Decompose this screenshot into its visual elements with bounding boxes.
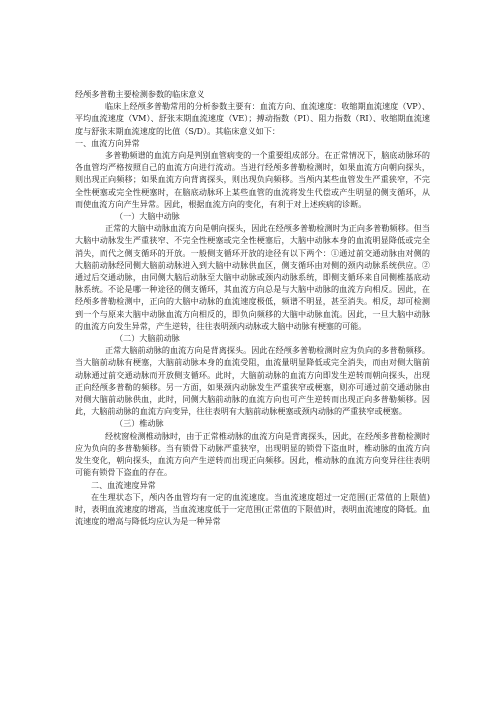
subsection-aca-paragraph: 正常大脑前动脉的血流方向是背离探头。因此在经颅多普勒检测时应为负向的多普勒频移。当大脑前动脉有梗塞，大脑前动脉本身的血流受阻，血流量明显降低或完全消失，而由对侧大脑前动脉通过前交通动脉而开放侧支循环。此时，大脑前动脉的血流方向即发生逆转而朝向探头，出现正向经颅多普勒的频移。另一方面，如果颈内动脉发生严重狭窄或梗塞，则亦可通过前交通动脉由对侧大脑前动脉供血，此时，同侧大脑前动脉的血流方向也可产生逆转而出现正向多普勒频移。因此，大脑前动脉的血流方向变异，往往表明有大脑前动脉梗塞或颈内动脉的严重狭窄或梗塞。 [75, 345, 430, 417]
subsection-heading-mca: （一）大脑中动脉 [115, 211, 180, 222]
document-title: 经颅多普勒主要检测参数的临床意义 [75, 89, 205, 99]
subsection-heading-aca: （二）大脑前动脉 [115, 333, 180, 344]
section-heading-flow-velocity: 二、血流速度异常 [91, 479, 156, 490]
section2-paragraph: 在生理状态下，颅内各血管均有一定的血流速度。当血流速度超过一定范围(正常值的上限值)时，表明血流速度的增高，当血流速度低于一定范围(正常值的下限值)时，表明血流速度的降低。血流速度的增高与降低均应认为是一种异常 [75, 491, 430, 527]
section-heading-flow-direction: 一、血流方向异常 [75, 137, 140, 148]
intro-paragraph: 临床上经颅多普勒常用的分析参数主要有：血流方向、血流速度：收缩期血流速度（VP）、平均血流速度（VM）、舒张末期血流速度（VE）；搏动指数（PI）、阻力指数（RI）、收缩期血流速度与舒张末期血流速度的比值（S/D）。其临床意义如下： [75, 101, 430, 136]
subsection-vertebral-paragraph: 经枕窗检测椎动脉时，由于正常椎动脉的血流方向是背离探头，因此，在经颅多普勒检测时应为负向的多普勒频移。当有锁骨下动脉严重狭窄，出现明显的锁骨下盗血时，椎动脉的血流方向发生变化，朝向探头，血流方向产生逆转而出现正向频移。因此，椎动脉的血流方向变异往往表明可能有锁骨下盗血的存在。 [75, 430, 430, 478]
document-body [75, 88, 430, 527]
subsection-heading-vertebral: （三）椎动脉 [115, 418, 164, 429]
section1-paragraph: 多普勒频谱的血流方向是判别血管病变的一个重要组成部分。在正常情况下，脑底动脉环的各血管均严格按照自己的血流方向进行流动。当进行经颅多普勒检测时，如果血流方向朝向探头，则出现正向频移；如果血流方向背离探头，则出现负向频移。当颅内某些血管发生严重狭窄，不完全性梗塞或完全性梗塞时，在脑底动脉环上某些血管的血流将发生代偿或产生明显的侧支循环，从而使血流方向产生异常。因此，根据血流方向的变化，有利于对上述疾病的诊断。 [75, 150, 430, 209]
subsection-mca-paragraph: 正常的大脑中动脉血流方向是朝向探头，因此在经颅多普勒检测时为正向多普勒频移。但当大脑中动脉发生严重狭窄、不完全性梗塞或完全性梗塞后，大脑中动脉本身的血流明显降低或完全消失，而代之侧支循环的开放。一般侧支循环开放的途径有以下两个：①通过前交通动脉由对侧的大脑前动脉经同侧大脑前动脉进入到大脑中动脉供血区，侧支循环由对侧的颈内动脉系统供应。②通过后交通动脉，由同侧大脑后动脉至大脑中动脉或颈内动脉系统，即侧支循环来自同侧椎基底动脉系统。不论是哪一种途径的侧支循环，其血流方向总是与大脑中动脉的血流方向相反。因此，在经颅多普勒检测中，正向的大脑中动脉的血流速度极低，频谱不明显，甚至消失。相反，却可检测到一个与原来大脑中动脉血流方向相反的，即负向频移的大脑中动脉血流。因此，一旦大脑中动脉的血流方向发生异常，产生逆转，往往表明颈内动脉或大脑中动脉有梗塞的可能。 [75, 223, 430, 331]
